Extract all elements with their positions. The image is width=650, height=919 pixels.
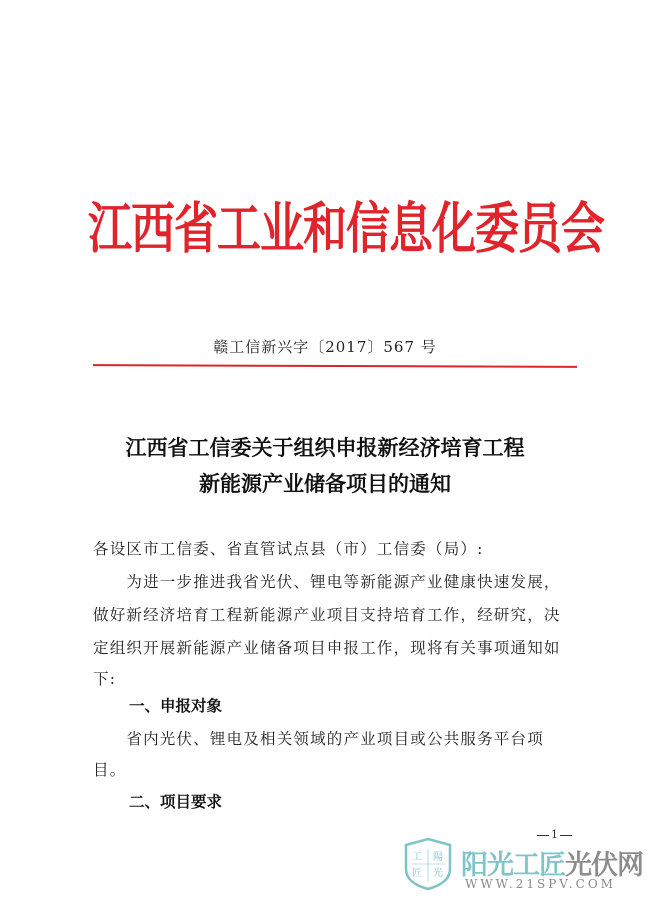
watermark-logo [395, 835, 650, 895]
paragraph-line: 省内光伏、锂电及相关领域的产业项目或公共服务平台项 [93, 730, 544, 748]
section-heading-2: 二、项目要求 [129, 793, 223, 811]
svg-text:工: 工 [412, 852, 422, 863]
issuing-organization-title: 江西省工业和信息化委员会 [88, 197, 604, 262]
red-divider-line [93, 364, 577, 368]
paragraph-line: 目。 [93, 761, 127, 779]
paragraph-line: 为进一步推进我省光伏、锂电等新能源产业健康快速发展， [93, 573, 561, 591]
notice-title-line-1: 江西省工信委关于组织申报新经济培育工程 [125, 435, 525, 460]
watermark-url: WWW.21SPV.COM [465, 877, 616, 891]
svg-text:匠: 匠 [412, 868, 422, 879]
page-number: 1 [535, 828, 574, 841]
shield-logo-icon [403, 837, 453, 891]
watermark-brand-part1: 阳光工匠 [461, 850, 565, 881]
document-number: 赣工信新兴字〔2017〕567 号 [213, 338, 437, 356]
svg-text:陽: 陽 [433, 852, 443, 863]
paragraph-line: 下: [93, 670, 117, 688]
paragraph-line: 做好新经济培育工程新能源产业项目支持培育工作，经研究，决 [93, 606, 561, 624]
paragraph-line: 定组织开展新能源产业储备项目申报工作，现将有关事项通知如 [93, 639, 561, 657]
notice-title-line-2: 新能源产业储备项目的通知 [199, 471, 451, 496]
salutation: 各设区市工信委、省直管试点县（市）工信委（局）: [93, 540, 484, 558]
watermark-brand-part2: 光伏网 [565, 850, 643, 881]
svg-text:光: 光 [433, 868, 443, 879]
section-heading-1: 一、申报对象 [129, 697, 223, 715]
